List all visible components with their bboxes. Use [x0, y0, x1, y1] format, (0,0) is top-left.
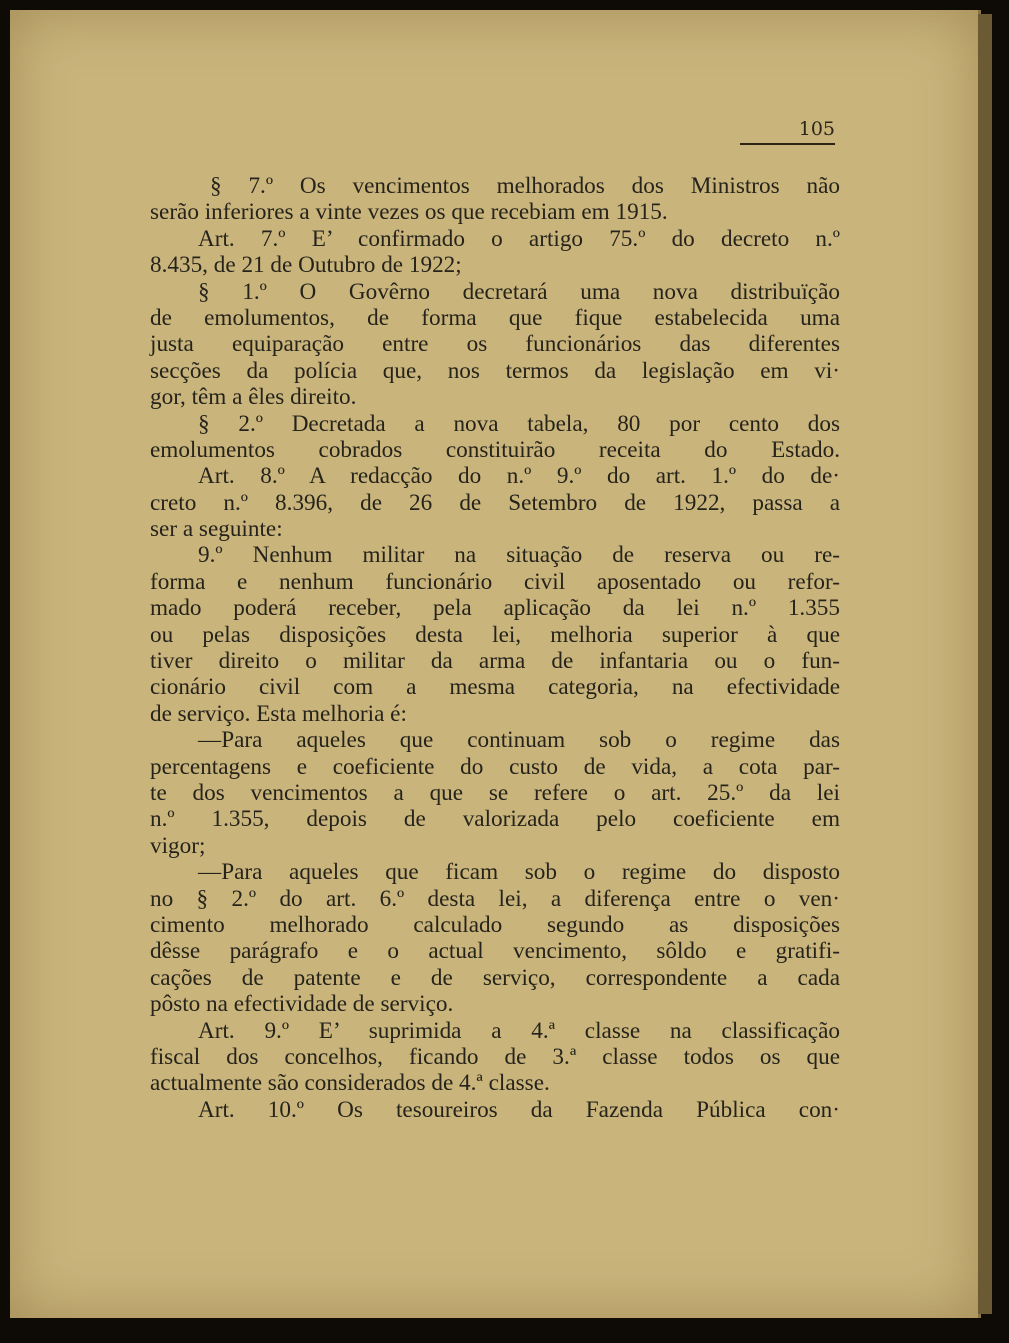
text-line: mado poderá receber, pela aplicação da lei n.º 1.355 [150, 595, 840, 622]
text-line: § 1.º O Govêrno decretará uma nova distribuïção [198, 278, 840, 305]
text-line: 8.435, de 21 de Outubro de 1922; [150, 252, 462, 279]
text-line: forma e nenhum funcionário civil aposentado ou refor- [150, 568, 840, 595]
text-line: gor, têm a êles direito. [150, 384, 357, 411]
text-line: de emolumentos, de forma que fique estabelecida uma [150, 304, 840, 331]
text-line: pôsto na efectividade de serviço. [150, 991, 454, 1018]
text-line: ser a seguinte: [150, 516, 283, 543]
text-line: n.º 1.355, depois de valorizada pelo coeficiente em [150, 806, 840, 833]
text-line: serão inferiores a vinte vezes os que recebiam em 1915. [150, 199, 668, 226]
text-line: te dos vencimentos a que se refere o art. 25.º da lei [150, 779, 840, 806]
text-line: § 2.º Decretada a nova tabela, 80 por cento dos [198, 410, 840, 437]
text-line: Art. 10.º Os tesoureiros da Fazenda Pública con· [198, 1096, 840, 1123]
text-line: vigor; [150, 832, 206, 859]
text-line: Art. 8.º A redacção do n.º 9.º do art. 1.º do de· [198, 463, 840, 490]
text-line: § 7.º Os vencimentos melhorados dos Ministros não [210, 173, 840, 199]
text-line: de serviço. Esta melhoria é: [150, 700, 407, 727]
text-line: tiver direito o militar da arma de infantaria ou o fun- [150, 648, 840, 675]
text-line: Art. 9.º E’ suprimida a 4.ª classe na classificação [198, 1017, 840, 1044]
text-line: ou pelas disposições desta lei, melhoria superior à que [150, 621, 840, 648]
text-line: dêsse parágrafo e o actual vencimento, sôldo e gratifi- [150, 938, 840, 965]
text-line: cimento melhorado calculado segundo as disposições [150, 911, 840, 938]
text-line: justa equiparação entre os funcionários das diferentes [150, 331, 840, 358]
text-line: fiscal dos concelhos, ficando de 3.ª classe todos os que [150, 1043, 840, 1070]
text-line: Art. 7.º E’ confirmado o artigo 75.º do decreto n.º [198, 225, 840, 252]
page-edge [978, 14, 992, 1314]
text-line: 9.º Nenhum militar na situação de reserva ou re- [198, 542, 840, 569]
text-line: no § 2.º do art. 6.º desta lei, a diferença entre o ven· [150, 885, 840, 912]
text-line: creto n.º 8.396, de 26 de Setembro de 1922, passa a [150, 489, 840, 516]
text-line: cionário civil com a mesma categoria, na efectividade [150, 674, 840, 701]
text-line: cações de patente e de serviço, correspondente a cada [150, 964, 840, 991]
text-line: —Para aqueles que continuam sob o regime das [198, 727, 840, 754]
body-text [150, 173, 840, 1123]
page-number: 105 [740, 118, 835, 145]
text-line: emolumentos cobrados constituirão receita do Estado. [150, 436, 840, 463]
text-line: actualmente são considerados de 4.ª classe. [150, 1070, 550, 1097]
text-line: —Para aqueles que ficam sob o regime do disposto [198, 859, 840, 886]
text-line: percentagens e coeficiente do custo de vida, a cota par- [150, 753, 840, 780]
text-line: secções da polícia que, nos termos da legislação em vi· [150, 357, 840, 384]
